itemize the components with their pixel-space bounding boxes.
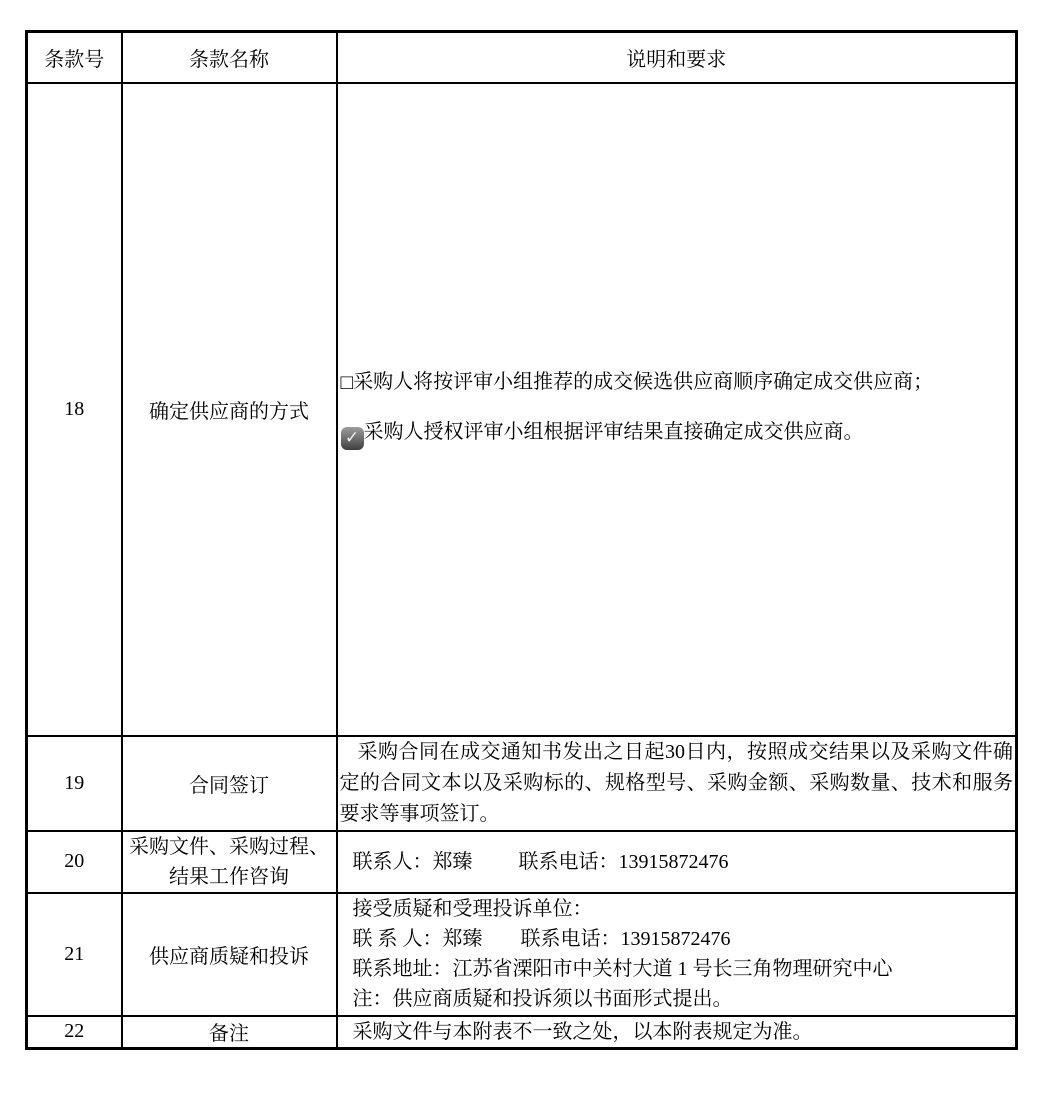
- checked-checkbox-icon: ✓: [341, 427, 364, 450]
- complaint-unit-line: 接受质疑和受理投诉单位：: [352, 898, 593, 920]
- supplier-determination-options: [338, 369, 1016, 450]
- contact-phone: 联系电话：13915872476: [518, 850, 729, 873]
- clause-number: 21: [27, 893, 122, 1016]
- table-header-row: [27, 32, 1017, 83]
- remarks-text: 采购文件与本附表不一致之处，以本附表规定为准。: [352, 1020, 813, 1043]
- header-description: 说明和要求: [337, 32, 1017, 83]
- clause-number: 20: [27, 831, 122, 893]
- option-text: 采购人授权评审小组根据评审结果直接确定成交供应商。: [363, 420, 864, 443]
- contract-signing-text: 采购合同在成交通知书发出之日起30日内，按照成交结果以及采购文件确定的合同文本以及采购标的、规格型号、采购金额、采购数量、技术和服务要求等事项签订。: [339, 740, 1013, 825]
- clause-name: 确定供应商的方式: [122, 83, 337, 736]
- contact-address-line: 联系地址：江苏省溧阳市中关村大道 1 号长三角物理研究中心: [352, 958, 893, 980]
- consultation-contact-line: [338, 847, 1016, 877]
- contact-person: 联 系 人：郑臻: [352, 928, 483, 950]
- clause-number: 19: [27, 736, 122, 831]
- clause-name: 供应商质疑和投诉: [122, 893, 337, 1016]
- clause-name: 合同签订: [122, 736, 337, 831]
- header-clause-name: 条款名称: [122, 32, 337, 83]
- clause-number: 18: [27, 83, 122, 736]
- unchecked-checkbox-icon: □: [340, 369, 354, 394]
- table-row-19: [27, 736, 1017, 831]
- table-row-21: [27, 893, 1017, 1016]
- table-row-18: [27, 83, 1017, 736]
- table-row-22: [27, 1016, 1017, 1049]
- table-row-20: [27, 831, 1017, 893]
- clause-number: 22: [27, 1016, 122, 1049]
- complaint-info: [338, 894, 1016, 1014]
- clause-name: 采购文件、采购过程、 结果工作咨询: [129, 835, 329, 888]
- option-row-unchecked: [341, 369, 1016, 395]
- complaint-contact-line: [338, 924, 1016, 954]
- clause-name: 备注: [122, 1016, 337, 1049]
- header-clause-number: 条款号: [27, 32, 122, 83]
- complaint-note-line: 注：供应商质疑和投诉须以书面形式提出。: [352, 988, 733, 1010]
- option-text: 采购人将按评审小组推荐的成交候选供应商顺序确定成交供应商；: [353, 370, 934, 393]
- terms-table: [25, 30, 1018, 1050]
- option-row-checked: [341, 419, 1016, 450]
- contact-person: 联系人：郑臻: [352, 850, 473, 873]
- contact-phone: 联系电话：13915872476: [520, 928, 731, 950]
